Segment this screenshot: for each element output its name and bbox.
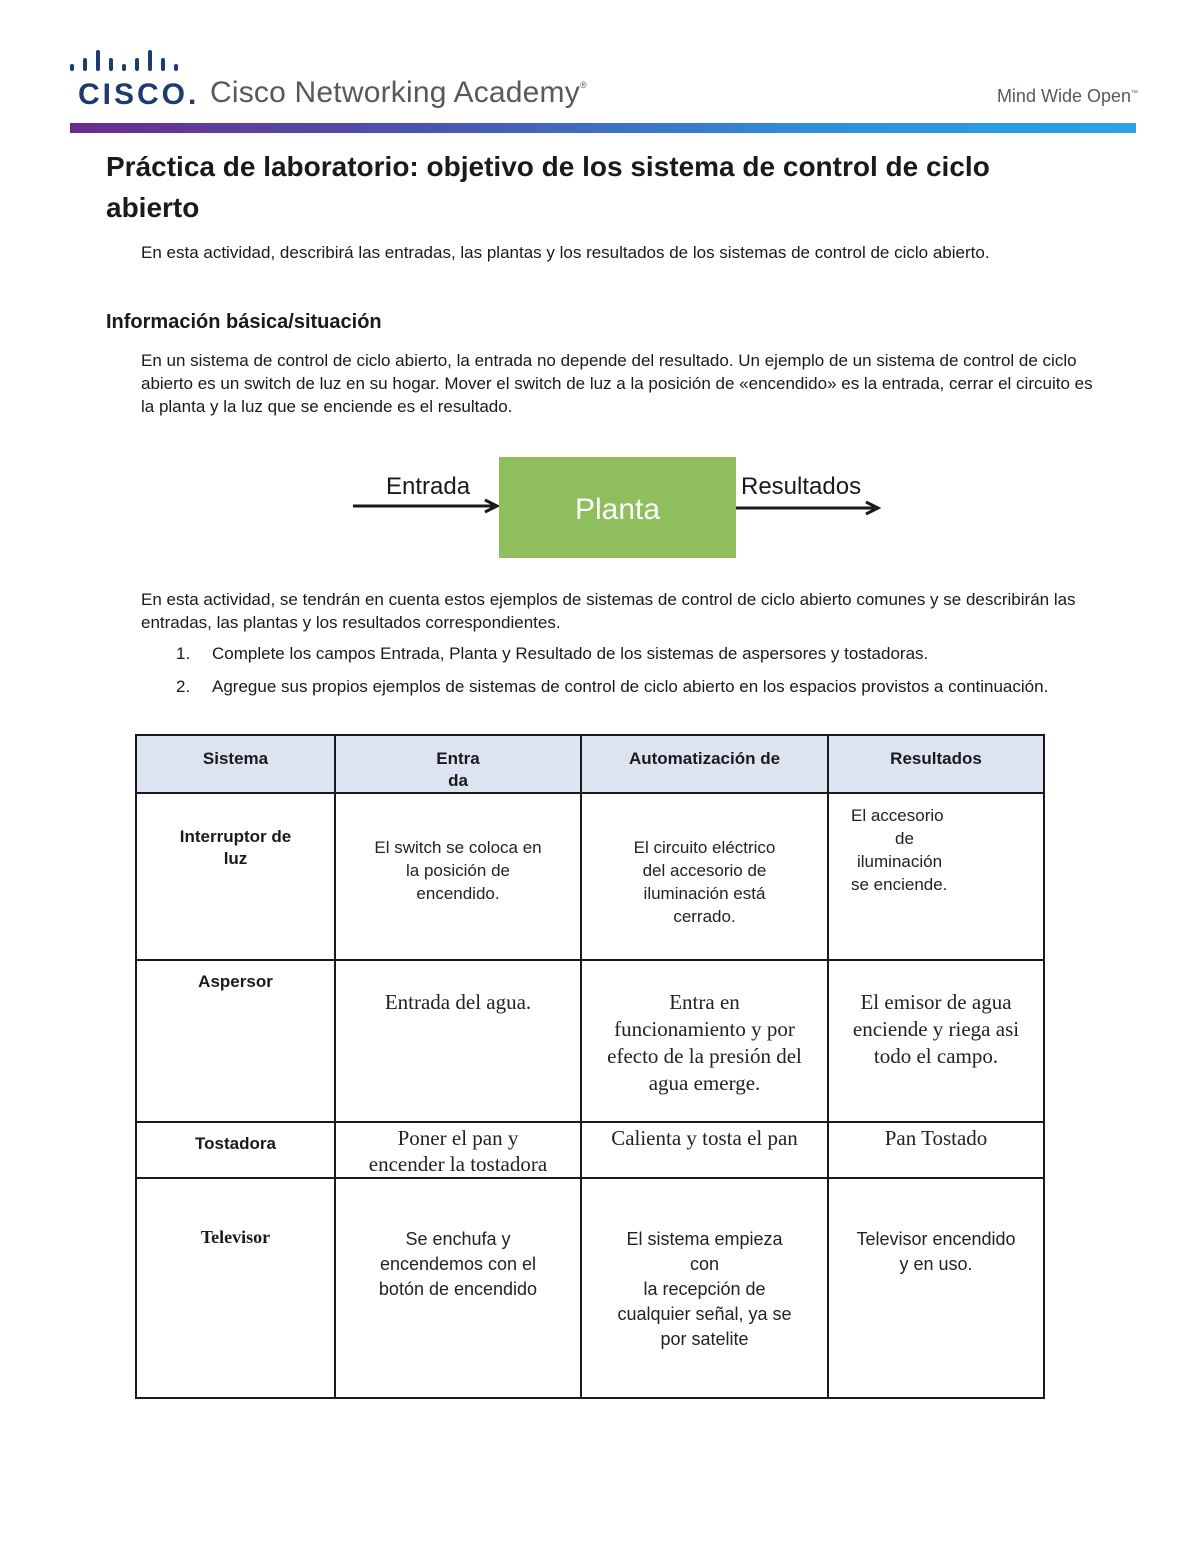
list-item: 2. Agregue sus propios ejemplos de sistemas de control de ciclo abierto en los espacios provistos a continuación.	[176, 677, 1049, 696]
cell-system: Interruptor de luz	[136, 793, 335, 960]
cell-plant[interactable]: Calienta y tosta el pan	[581, 1122, 828, 1178]
table-header-row	[136, 735, 1044, 793]
header-system: Sistema	[136, 735, 335, 793]
page-title: Práctica de laboratorio: objetivo de los sistema de control de ciclo abierto	[106, 151, 990, 223]
tagline: Mind Wide Open™	[996, 86, 1138, 106]
input-arrow-icon	[353, 498, 501, 514]
table-row	[136, 1122, 1044, 1178]
cell-plant[interactable]: Entra en funcionamiento y por efecto de la presión del agua emerge.	[581, 960, 828, 1122]
cell-output[interactable]: Pan Tostado	[828, 1122, 1044, 1178]
cisco-logo-wordmark: CISCO.	[78, 78, 200, 111]
table-row	[136, 1178, 1044, 1398]
cell-input[interactable]: El switch se coloca en la posición de encendido.	[335, 793, 581, 960]
plant-box	[499, 457, 736, 558]
cell-input[interactable]: Poner el pan y encender la tostadora	[335, 1122, 581, 1178]
steps-list	[176, 643, 1076, 709]
section-heading: Información básica/situación	[106, 311, 382, 333]
diagram-output-label: Resultados	[741, 473, 862, 500]
header-gradient-bar	[70, 123, 1136, 133]
cell-system: Tostadora	[136, 1122, 335, 1178]
cell-plant[interactable]: El circuito eléctrico del accesorio de iluminación está cerrado.	[581, 793, 828, 960]
systems-table	[135, 734, 1043, 1399]
diagram-input-label: Entrada	[386, 473, 471, 500]
cell-input[interactable]: Se enchufa y encendemos con el botón de encendido	[335, 1178, 581, 1398]
cell-output[interactable]: Televisor encendido y en uso.	[828, 1178, 1044, 1398]
header-plant: Automatización de	[581, 735, 828, 793]
academy-name: Cisco Networking Academy®	[210, 76, 587, 109]
background-paragraph: En un sistema de control de ciclo abierto, la entrada no depende del resultado. Un ejemplo de un sistema de control de ciclo abierto es un switch de luz en su hogar. Mover el switch de luz a la posición de «encendido» es la entrada, cerrar el circuito es la planta y la luz que se enciende es el resultado.	[141, 351, 1093, 416]
cell-system: Aspersor	[136, 960, 335, 1122]
activity-paragraph: En esta actividad, se tendrán en cuenta estos ejemplos de sistemas de control de ciclo abierto comunes y se describirán las entradas, las plantas y los resultados correspondientes.	[141, 590, 1076, 632]
cell-plant[interactable]: El sistema empieza con la recepción de cualquier señal, ya se por satelite	[581, 1178, 828, 1398]
header-input: Entra da	[335, 735, 581, 793]
open-loop-diagram	[350, 455, 890, 565]
cell-output[interactable]: El emisor de agua enciende y riega asi todo el campo.	[828, 960, 1044, 1122]
table-row	[136, 793, 1044, 960]
header-output: Resultados	[828, 735, 1044, 793]
list-item: 1. Complete los campos Entrada, Planta y Resultado de los sistemas de aspersores y tostadoras.	[176, 644, 929, 663]
intro-paragraph: En esta actividad, describirá las entradas, las plantas y los resultados de los sistemas de control de ciclo abierto.	[141, 243, 990, 262]
cell-output[interactable]: El accesorio de iluminación se enciende.	[828, 793, 1044, 960]
table-row	[136, 960, 1044, 1122]
cell-input[interactable]: Entrada del agua.	[335, 960, 581, 1122]
diagram-plant-label: Planta	[574, 493, 661, 526]
output-arrow-icon	[736, 500, 882, 516]
cell-system: Televisor	[136, 1178, 335, 1398]
cisco-logo-bars-icon	[70, 46, 180, 76]
